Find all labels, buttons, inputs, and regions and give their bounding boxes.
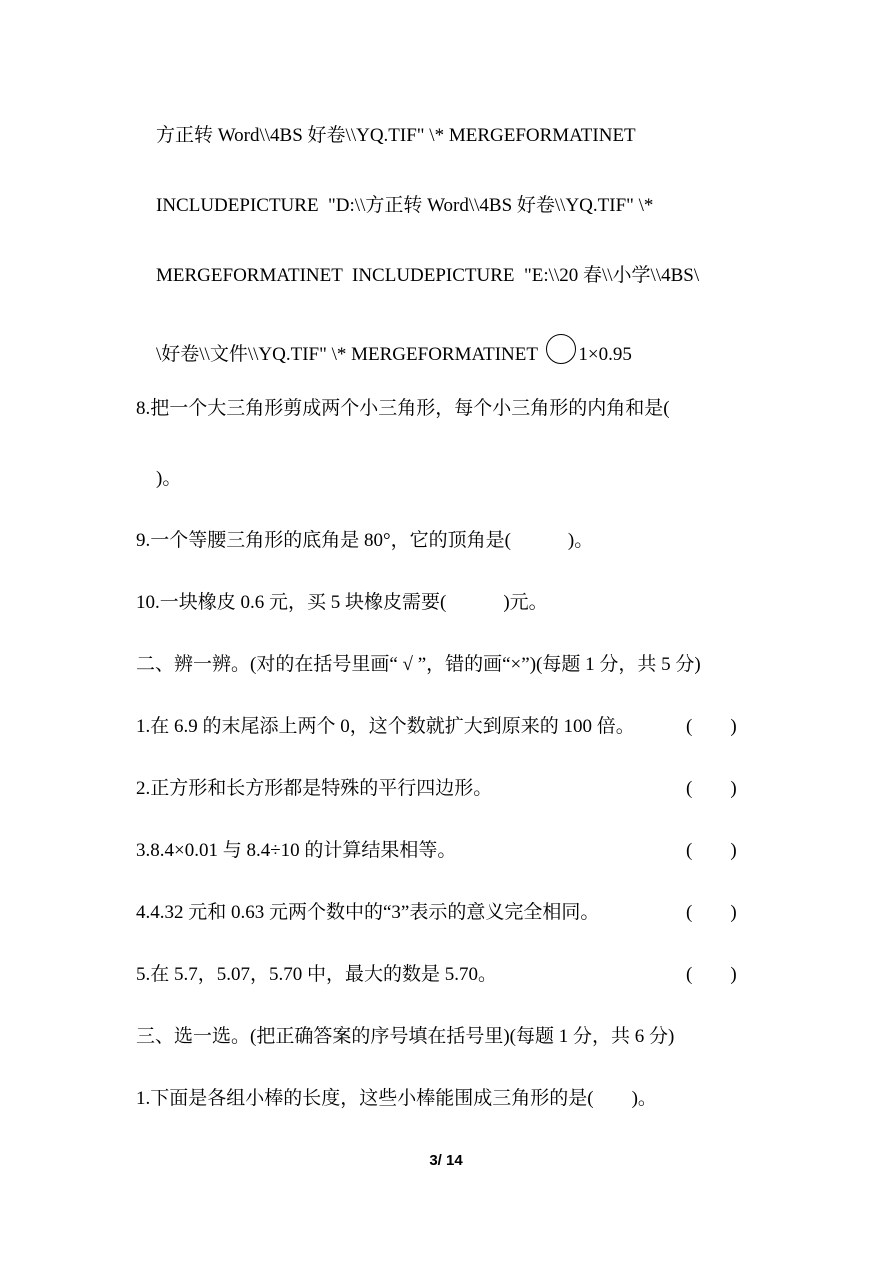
blank-circle-icon (546, 334, 576, 364)
question-9: 9.一个等腰三角形的底角是 80°，它的顶角是( )。 (136, 530, 594, 551)
page-number: 3/ 14 (429, 1152, 463, 1169)
field-code-line-2: INCLUDEPICTURE "D:\\方正转 Word\\4BS 好卷\\YQ.TIF" \* (156, 195, 654, 216)
section-2-heading: 二、辨一辨。(对的在括号里画“ √ ”，错的画“×”)(每题 1 分，共 5 分) (136, 654, 701, 675)
field-code-line-1: 方正转 Word\\4BS 好卷\\YQ.TIF" \* MERGEFORMATINET (156, 125, 636, 146)
judge-item-5-answer-blank: ( ) (686, 964, 737, 985)
question-10: 10.一块橡皮 0.6 元，买 5 块橡皮需要( )元。 (136, 592, 548, 613)
choice-question-1: 1.下面是各组小棒的长度，这些小棒能围成三角形的是( )。 (136, 1088, 657, 1109)
judge-item-1-answer-blank: ( ) (686, 716, 737, 737)
judge-item-4: 4.4.32 元和 0.63 元两个数中的“3”表示的意义完全相同。 (136, 902, 600, 923)
field-code-line-4-text: \好卷\\文件\\YQ.TIF" \* MERGEFORMATINET (156, 344, 543, 365)
judge-item-3: 3.8.4×0.01 与 8.4÷10 的计算结果相等。 (136, 840, 457, 861)
judge-item-2: 2.正方形和长方形都是特殊的平行四边形。 (136, 778, 493, 799)
judge-item-1: 1.在 6.9 的末尾添上两个 0，这个数就扩大到原来的 100 倍。 (136, 716, 635, 737)
field-code-line-3: MERGEFORMATINET INCLUDEPICTURE "E:\\20 春\\小学\\4BS\ (156, 265, 700, 286)
expression-text: 1×0.95 (578, 344, 632, 365)
judge-item-4-answer-blank: ( ) (686, 902, 737, 923)
section-3-heading: 三、选一选。(把正确答案的序号填在括号里)(每题 1 分，共 6 分) (136, 1026, 675, 1047)
question-8: 8.把一个大三角形剪成两个小三角形，每个小三角形的内角和是( (136, 398, 670, 419)
question-8-continued: )。 (156, 468, 182, 489)
judge-item-3-answer-blank: ( ) (686, 840, 737, 861)
field-code-line-4 (156, 334, 632, 367)
judge-item-2-answer-blank: ( ) (686, 778, 737, 799)
judge-item-5: 5.在 5.7，5.07，5.70 中，最大的数是 5.70。 (136, 964, 498, 985)
